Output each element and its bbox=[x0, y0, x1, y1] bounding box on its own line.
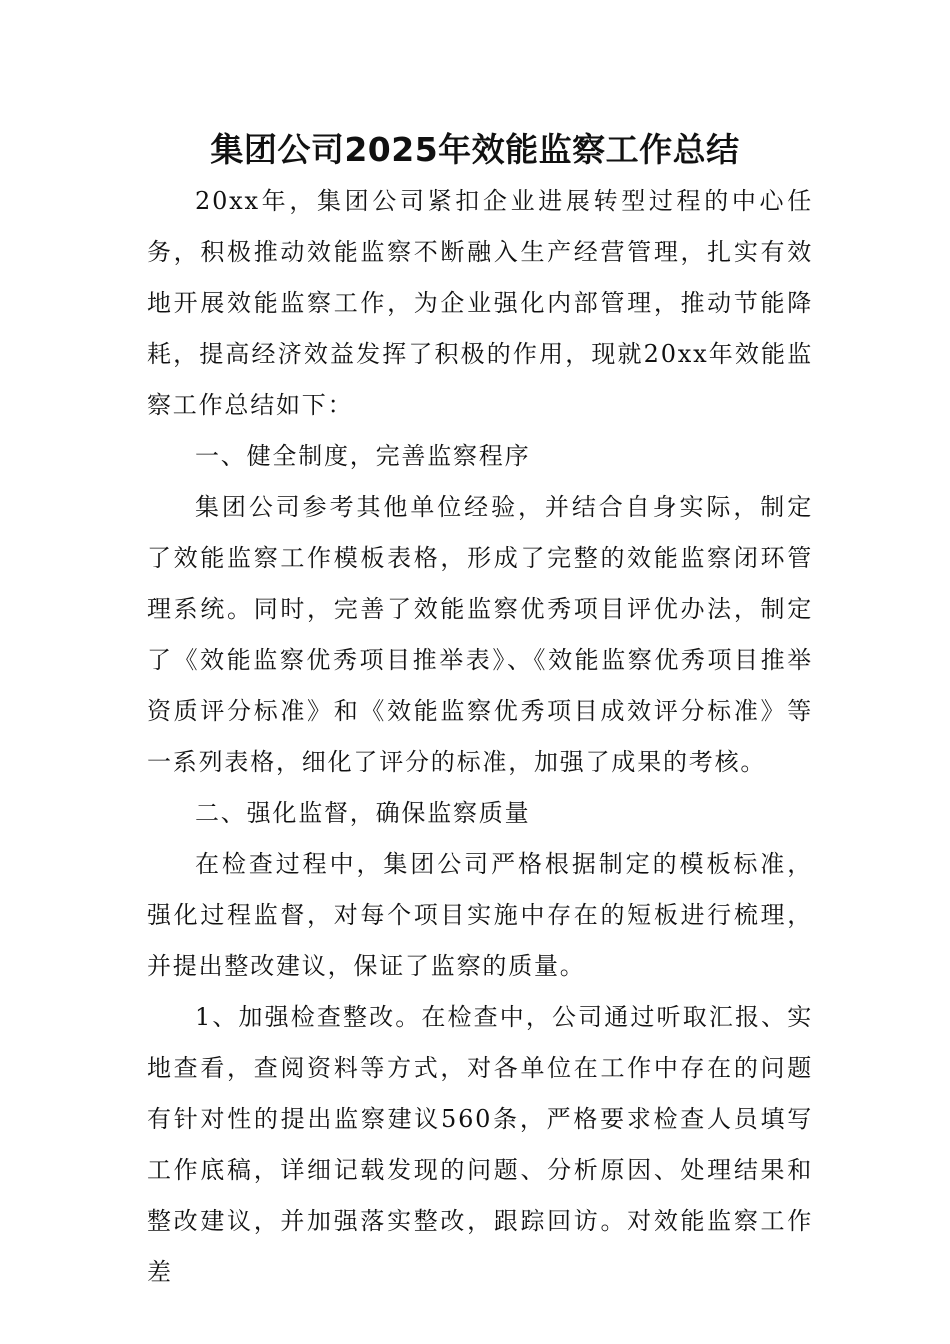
intro-paragraph: 20xx年，集团公司紧扣企业进展转型过程的中心任务，积极推动效能监察不断融入生产经营管理，扎实有效地开展效能监察工作，为企业强化内部管理，推动节能降耗，提高经济效益发挥了积极的作用，现就20xx年效能监察工作总结如下： bbox=[147, 187, 813, 419]
section-1-paragraph: 集团公司参考其他单位经验，并结合自身实际，制定了效能监察工作模板表格，形成了完整的效能监察闭环管理系统。同时，完善了效能监察优秀项目评优办法，制定了《效能监察优秀项目推举表》、《效能监察优秀项目推举资质评分标准》和《效能监察优秀项目成效评分标准》等一系列表格，细化了评分的标准，加强了成果的考核。 bbox=[147, 493, 813, 776]
document-title: 集团公司2025年效能监察工作总结 bbox=[210, 130, 740, 169]
section-heading-2: 二、强化监督，确保监察质量 bbox=[195, 799, 531, 827]
section-heading-1: 一、健全制度，完善监察程序 bbox=[195, 442, 531, 470]
section-2-item-1-paragraph: 1、加强检查整改。在检查中，公司通过听取汇报、实地查看，查阅资料等方式，对各单位在工作中存在的问题有针对性的提出监察建议560条，严格要求检查人员填写工作底稿，详细记载发现的问题、分析原因、处理结果和整改建议，并加强落实整改，跟踪回访。对效能监察工作差 bbox=[147, 1003, 813, 1286]
document-body bbox=[147, 176, 813, 1298]
section-2-paragraph: 在检查过程中，集团公司严格根据制定的模板标准，强化过程监督，对每个项目实施中存在的短板进行梳理，并提出整改建议，保证了监察的质量。 bbox=[147, 850, 813, 980]
